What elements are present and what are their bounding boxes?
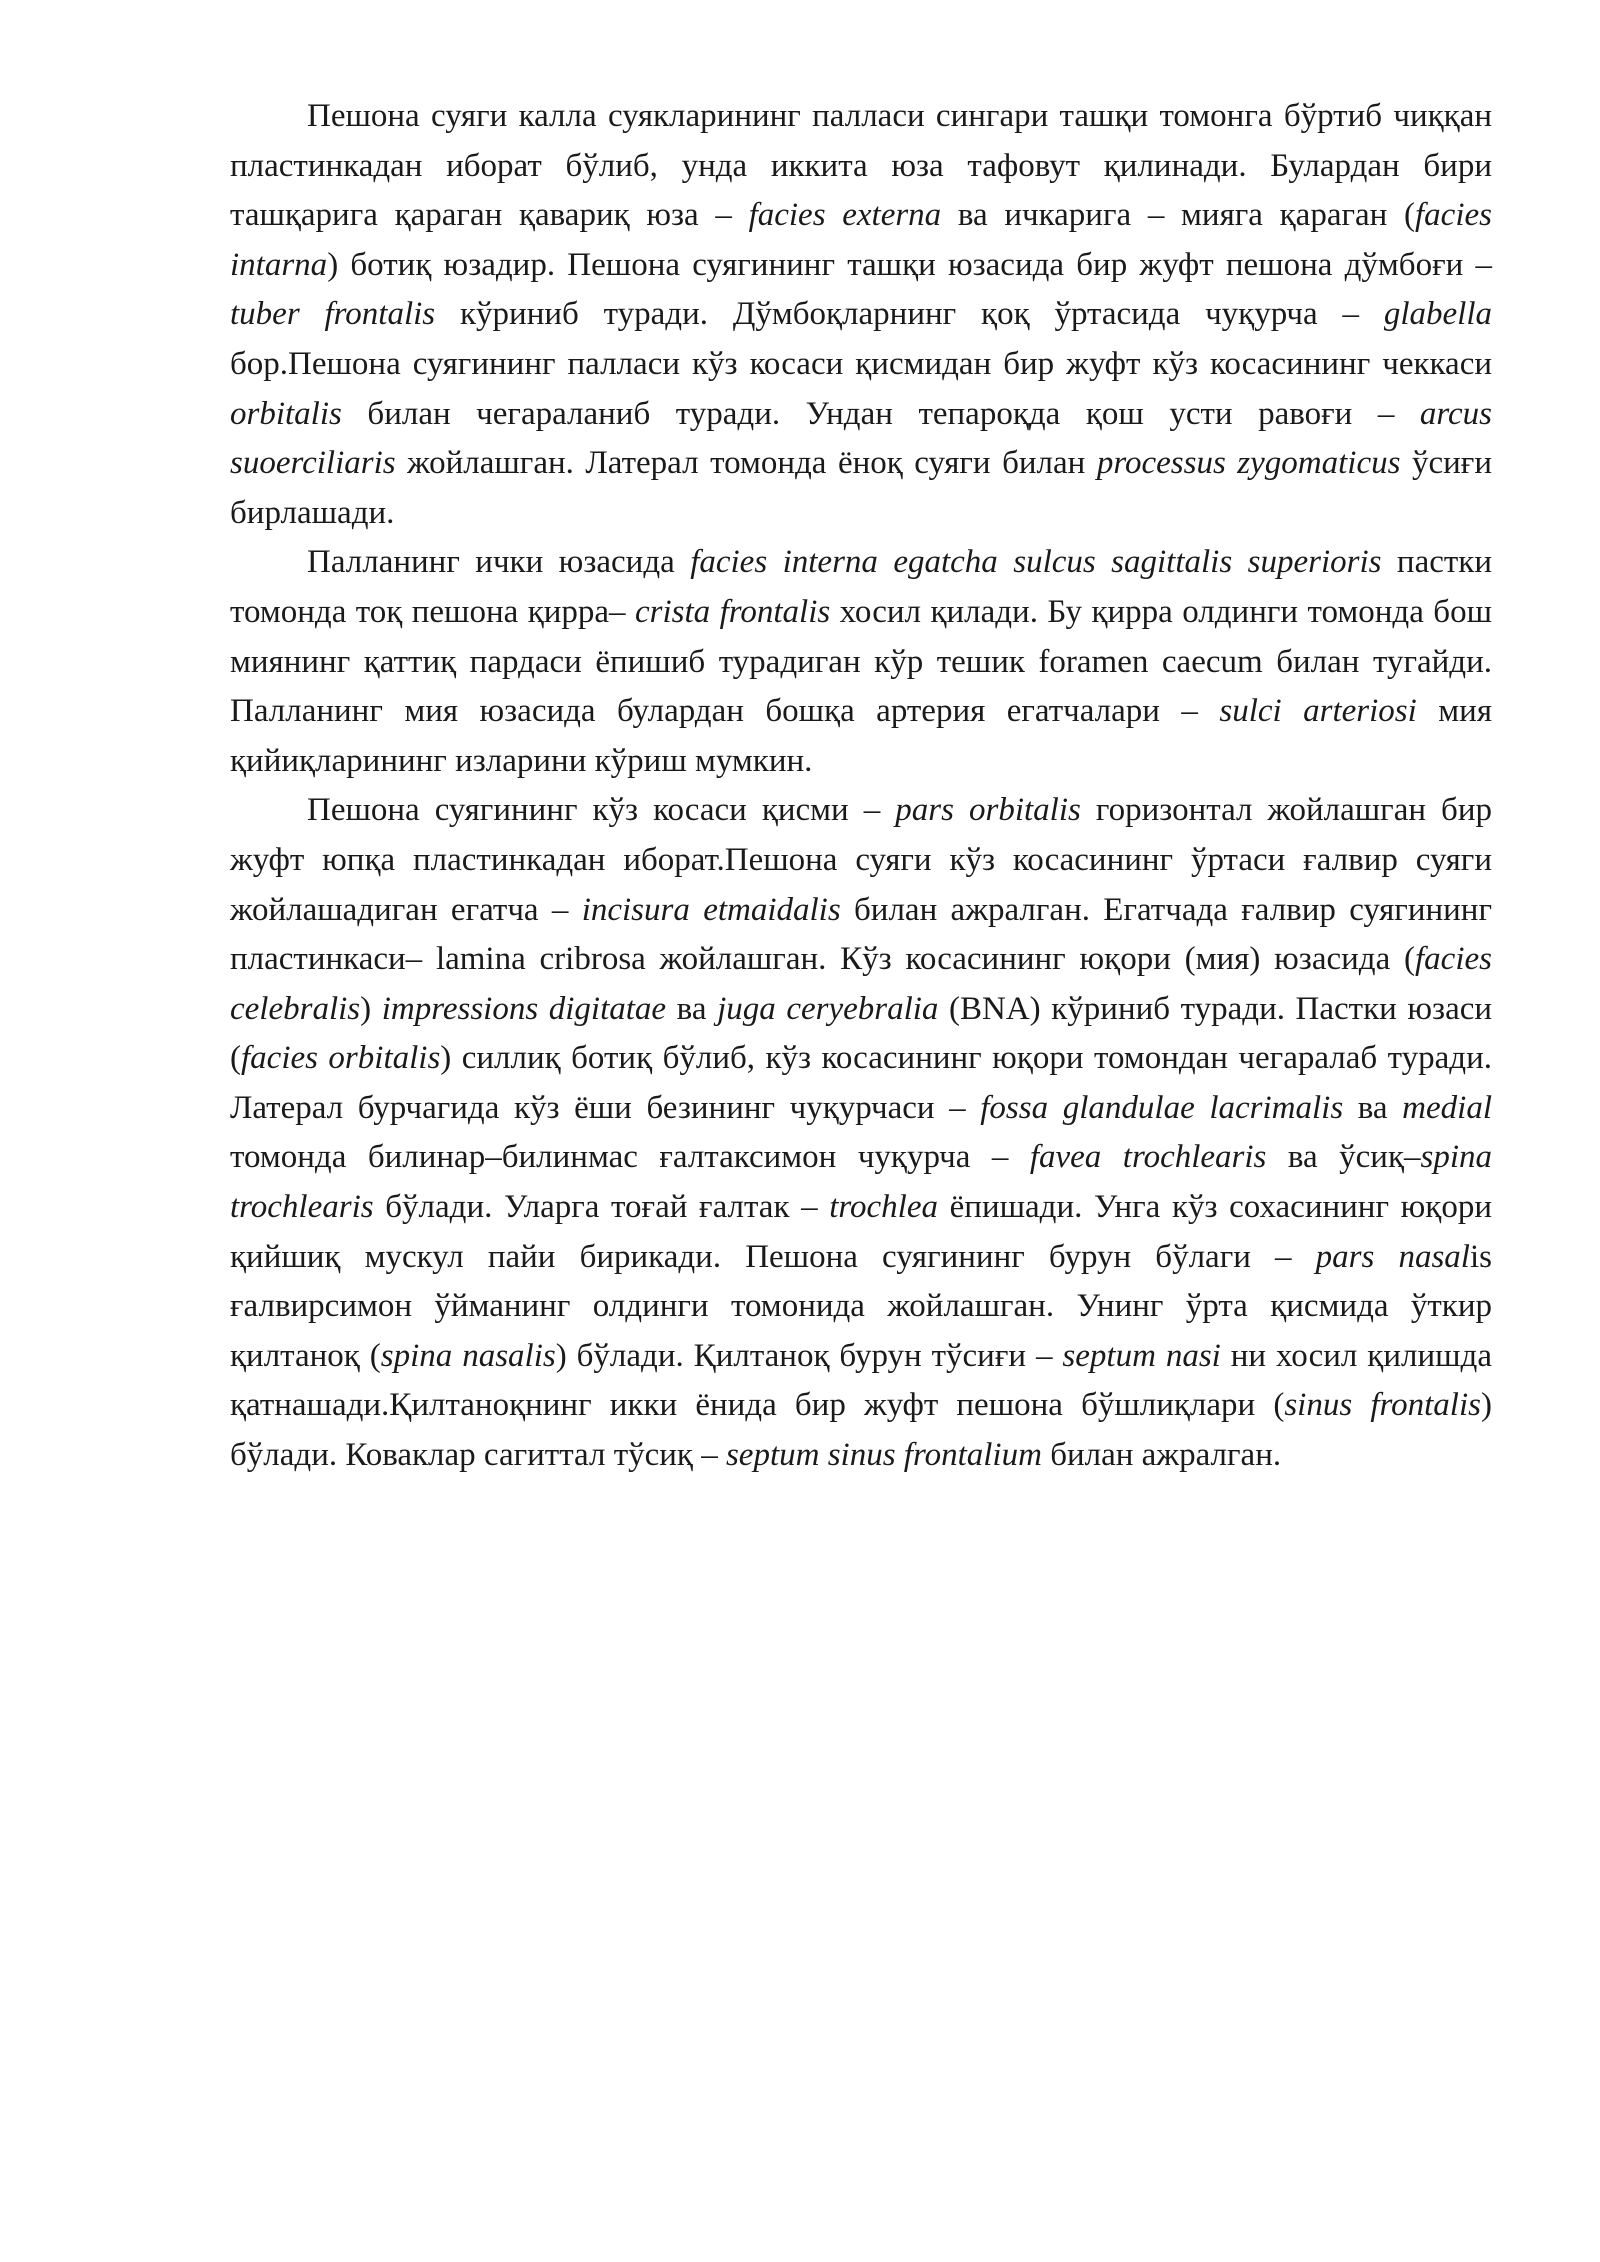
text-run: томонда билинар–билинмас ғалтаксимон чуқурча – [230, 1139, 1030, 1176]
latin-term: facies externa [748, 197, 942, 234]
latin-term: facies orbitalis [241, 1040, 441, 1077]
latin-term: fossa glandulae lacrimalis [980, 1089, 1344, 1126]
latin-term: tuber frontalis [230, 296, 436, 333]
document-body [230, 92, 1492, 1481]
latin-term: trochlea [829, 1189, 938, 1226]
text-run: ва [1343, 1089, 1403, 1126]
text-run: билан чегараланиб туради. Ундан тепароқда қош усти равоғи – [341, 395, 1420, 432]
text-run: ва [666, 990, 718, 1027]
paragraph-frontal-bone-squama [230, 92, 1492, 538]
latin-term: pars nasal [1315, 1238, 1470, 1275]
latin-term: processus zygomaticus [1096, 445, 1401, 482]
text-run: кўриниб туради. Дўмбоқларнинг қоқ ўртасида чуқурча – [435, 296, 1384, 333]
text-run: билан ажралган. Егатчада ғалвир суягининг пластинкаси– lamina cribrosa жойлашган. Кўз косасининг юқори (мия) юзасида ( [230, 891, 1492, 978]
latin-term: spina trochlearis [230, 1139, 1492, 1226]
latin-term: facies celebralis [230, 941, 1492, 1027]
text-run: ва ўсиқ– [1266, 1139, 1421, 1176]
text-run: ) [360, 990, 382, 1027]
text-run: Пешона суягининг кўз косаси қисми – [307, 792, 896, 829]
text-run: Палланинг ички юзасида [307, 544, 691, 581]
text-run: бўлади. Уларга тоғай ғалтак – [373, 1189, 830, 1226]
latin-term: favea trochlearis [1029, 1139, 1267, 1176]
latin-term: sulci arteriosi [1219, 693, 1417, 730]
text-run: ва ичкарига – мияга қараган ( [941, 197, 1416, 234]
text-run: ) бўлади. Қилтаноқ бурун тўсиғи – [555, 1337, 1063, 1374]
latin-term: septum nasi [1062, 1337, 1221, 1374]
paragraph-orbital-part [230, 786, 1492, 1480]
latin-term: impressions digitatae [381, 990, 667, 1027]
text-run: Пешона суяги калла суякларининг палласи сингари ташқи томонга бўртиб чиққан пластинкадан иборат бўлиб, унда иккита юза тафовут қилинади. Булардан бири ташқарига қараган қавариқ юза – [230, 98, 1492, 234]
latin-term: spina nasalis [380, 1337, 556, 1374]
text-run: пастки томонда тоқ пешона қирра– [230, 544, 1492, 630]
latin-term: facies intarna [230, 197, 1492, 283]
text-run: бор.Пешона суягининг палласи кўз косаси қисмидан бир жуфт кўз косасининг чеккаси [230, 345, 1492, 382]
latin-term: orbitalis [230, 395, 342, 432]
text-run: мия қийиқларининг изларини кўриш мумкин. [230, 693, 1493, 779]
text-run: (BNA) кўриниб туради. Пастки юзаси ( [230, 990, 1493, 1077]
latin-term: crista frontalis [634, 593, 831, 630]
text-run: is ғалвирсимон ўйманинг олдинги томонида жойлашган. Унинг ўрта қисмида ўткир қилтаноқ ( [230, 1238, 1492, 1374]
latin-term: septum sinus frontalium [725, 1437, 1042, 1474]
text-run: билан ажралган. [1041, 1437, 1282, 1474]
latin-term: facies interna egatcha sulcus sagittalis superioris [690, 544, 1382, 581]
latin-term: medial [1402, 1089, 1492, 1126]
latin-term: juga ceryebralia [717, 990, 939, 1027]
text-run: ўсиғи бирлашади. [230, 445, 1492, 531]
text-run: ) бўлади. Коваклар сагиттал тўсиқ – [230, 1387, 1492, 1474]
text-run: жойлашган. Латерал томонда ёноқ суяги билан [395, 445, 1097, 482]
text-run: ни хосил қилишда қатнашади.Қилтаноқнинг икки ёнида бир жуфт пешона бўшлиқлари ( [230, 1337, 1492, 1424]
latin-term: arcus suoerciliaris [230, 395, 1492, 482]
text-run: ёпишади. Унга кўз сохасининг юқори қийшиқ мускул пайи бирикади. Пешона суягининг бурун бўлаги – [230, 1189, 1492, 1275]
text-run: горизонтал жойлашган бир жуфт юпқа пластинкадан иборат.Пешона суяги кўз косасининг ўртаси ғалвир суяги жойлашадиган егатча – [230, 792, 1493, 928]
latin-term: glabella [1383, 296, 1492, 333]
text-run: хосил қилади. Бу қирра олдинги томонда бош миянинг қаттиқ пардаси ёпишиб турадиган кўр тешик foramen caecum билан тугайди. Палланинг мия юзасида булардан бошқа артерия егатчалари – [230, 593, 1492, 730]
paragraph-inner-surface [230, 538, 1492, 786]
latin-term: pars orbitalis [895, 792, 1081, 829]
text-run: ) ботиқ юзадир. Пешона суягининг ташқи юзасида бир жуфт пешона дўмбоғи – [327, 246, 1492, 283]
text-run: ) силлиқ ботиқ бўлиб, кўз косасининг юқори томондан чегаралаб туради. Латерал бурчагида кўз ёши безининг чуқурчаси – [230, 1040, 1492, 1126]
latin-term: incisura etmaidalis [581, 891, 841, 928]
latin-term: sinus frontalis [1284, 1387, 1481, 1424]
